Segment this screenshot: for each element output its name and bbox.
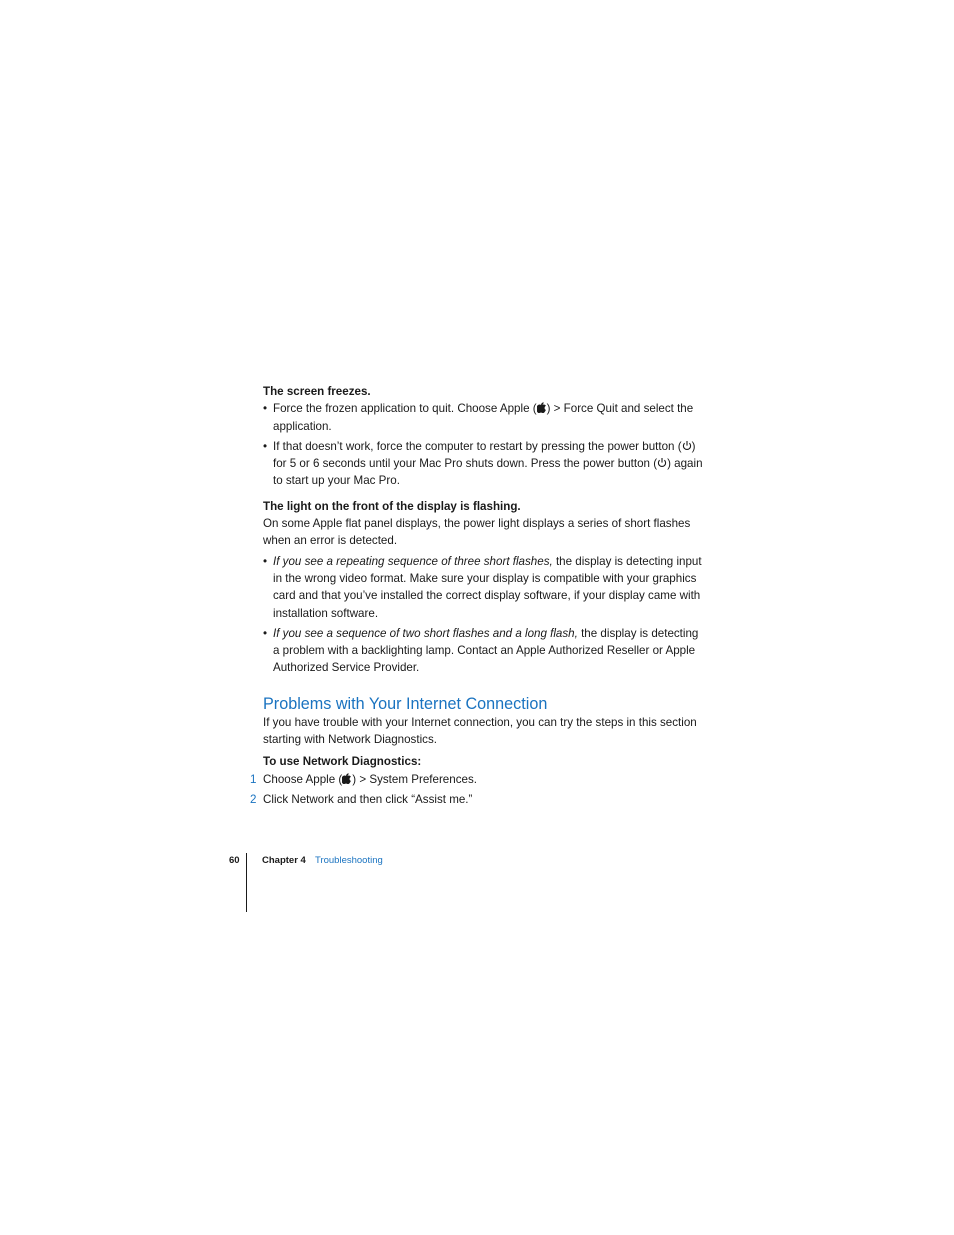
bullet-text: the display is detecting input in the wrong video format. Make sure your display is compatible with your graphics card and that you’ve installed the correct display software, if your display came with installation software. (273, 554, 702, 620)
bullet-text: ) for 5 or 6 seconds until your Mac Pro shuts down. Press the power button ( (273, 439, 696, 471)
chapter-title: Troubleshooting (315, 855, 383, 866)
bullet-dot: • (263, 626, 268, 640)
bullet-text: If that doesn’t work, force the computer to restart by pressing the power button ( (273, 439, 682, 453)
chapter-label: Chapter 4 (262, 855, 306, 866)
three-flashes-bullet (263, 553, 703, 622)
power-icon (682, 439, 692, 450)
bullet-text: ) > Force Quit and select the application. (273, 402, 694, 433)
bullet-dot: • (263, 439, 268, 453)
force-restart-bullet (263, 438, 703, 490)
footer-divider (246, 853, 247, 912)
step-number: 1 (250, 772, 257, 786)
bullet-dot: • (263, 554, 268, 568)
step-item (250, 771, 703, 788)
force-quit-bullet (263, 400, 703, 435)
section-title: Problems with Your Internet Connection (263, 694, 548, 713)
power-icon (657, 456, 667, 467)
step-number: 2 (250, 792, 257, 806)
page-number: 60 (229, 855, 240, 866)
apple-icon (342, 772, 352, 783)
bullet-dot: • (263, 402, 268, 416)
internet-intro: If you have trouble with your Internet connection, you can try the steps in this section starting with Network Diagnostics. (263, 715, 697, 747)
screen-freezes-heading: The screen freezes. (263, 385, 371, 398)
bullet-text: the display is detecting a problem with a backlighting lamp. Contact an Apple Authorized Reseller or Apple Authorized Service Provider. (273, 626, 699, 675)
display-flashing-heading: The light on the front of the display is flashing. (263, 499, 521, 513)
step-text: Choose Apple ( (263, 772, 343, 786)
page-content (250, 383, 703, 811)
step-text: Click Network and then click “Assist me.” (263, 792, 473, 806)
bullet-italic-text: If you see a repeating sequence of three short flashes, (273, 554, 553, 568)
apple-icon (537, 401, 547, 412)
step-text: ) > System Preferences. (352, 772, 477, 786)
steps-heading: To use Network Diagnostics: (263, 755, 422, 769)
bullet-italic-text: If you see a sequence of two short flashes and a long flash, (273, 626, 578, 640)
bullet-text: ) again to start up your Mac Pro. (273, 457, 703, 488)
page-footer (0, 853, 954, 913)
display-flashing-intro: On some Apple flat panel displays, the power light displays a series of short flashes when an error is detected. (263, 517, 691, 548)
step-item (250, 791, 703, 808)
steps-list (250, 771, 703, 809)
long-flash-bullet (263, 625, 703, 677)
bullet-text: Force the frozen application to quit. Choose Apple ( (273, 402, 537, 416)
